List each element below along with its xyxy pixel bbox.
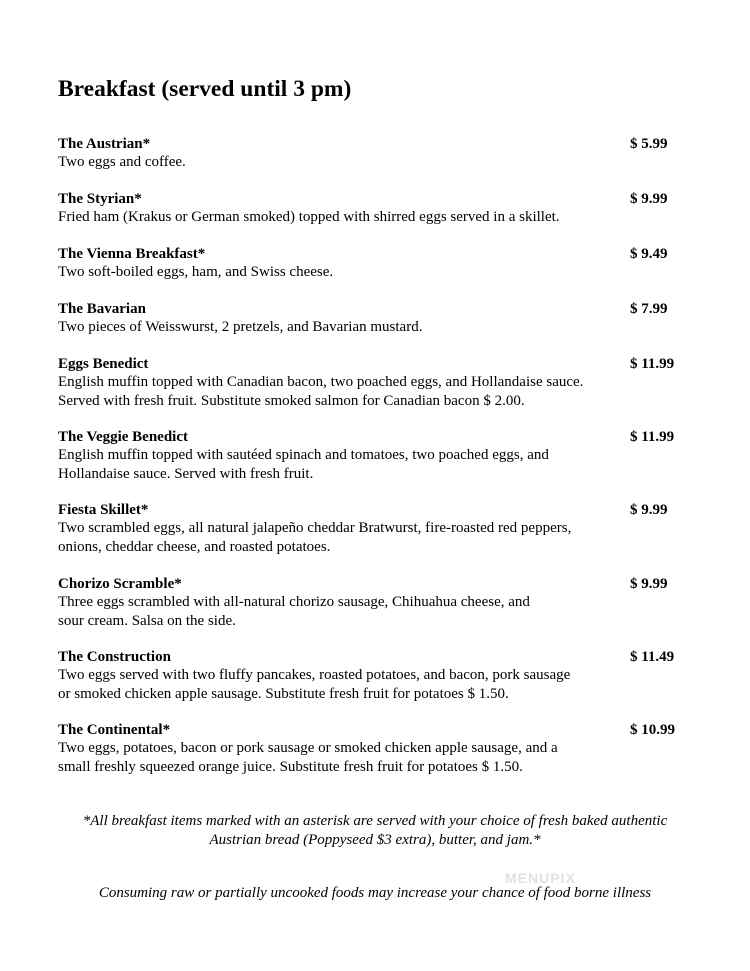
item-description: Fried ham (Krakus or German smoked) topped with shirred eggs served in a skillet. — [58, 209, 560, 225]
item-description: Two soft-boiled eggs, ham, and Swiss cheese. — [58, 264, 334, 280]
menu-item-continental — [58, 721, 698, 776]
item-description: Two eggs, potatoes, bacon or pork sausage or smoked chicken apple sausage, and a small freshly squeezed orange juice. Substitute fresh fruit for potatoes $ 1.50. — [58, 740, 558, 775]
menu-item-styrian — [58, 190, 698, 227]
item-description: Two eggs served with two fluffy pancakes, roasted potatoes, and bacon, pork sausage or smoked chicken apple sausage. Substitute fresh fruit for potatoes $ 1.50. — [58, 667, 571, 702]
item-description: Three eggs scrambled with all-natural chorizo sausage, Chihuahua cheese, and sour cream. Salsa on the side. — [58, 594, 530, 629]
item-description: Two eggs and coffee. — [58, 154, 186, 170]
item-price: $ 9.99 — [630, 502, 668, 518]
item-price: $ 11.99 — [630, 356, 675, 372]
item-price: $ 11.49 — [630, 649, 675, 665]
menu-item-bavarian — [58, 300, 698, 337]
menu-item-eggs-benedict — [58, 355, 698, 410]
item-price: $ 11.99 — [630, 429, 675, 445]
item-price: $ 9.49 — [630, 246, 668, 262]
item-name: The Veggie Benedict — [58, 429, 188, 445]
item-name: Eggs Benedict — [58, 356, 149, 372]
watermark: MENUPIX — [505, 870, 576, 886]
item-price: $ 9.99 — [630, 576, 668, 592]
item-name: Chorizo Scramble* — [58, 576, 182, 592]
item-name: The Styrian* — [58, 191, 142, 207]
page-title: Breakfast (served until 3 pm) — [58, 76, 352, 102]
asterisk-note: *All breakfast items marked with an asterisk are served with your choice of fresh baked authentic Austrian bread (Poppyseed $3 extra), butter, and jam.* — [82, 813, 668, 848]
item-description: English muffin topped with Canadian bacon, two poached eggs, and Hollandaise sauce. Served with fresh fruit. Substitute smoked salmon for Canadian bacon $ 2.00. — [58, 374, 584, 409]
item-name: The Bavarian — [58, 301, 146, 317]
item-name: Fiesta Skillet* — [58, 502, 149, 518]
item-name: The Austrian* — [58, 136, 151, 152]
item-name: The Continental* — [58, 722, 171, 738]
raw-food-warning: Consuming raw or partially uncooked foods may increase your chance of food borne illness — [98, 885, 652, 901]
item-name: The Construction — [58, 649, 171, 665]
menu-item-veggie-benedict — [58, 428, 698, 483]
item-price: $ 9.99 — [630, 191, 668, 207]
menu-item-fiesta-skillet — [58, 501, 698, 556]
item-description: Two scrambled eggs, all natural jalapeño cheddar Bratwurst, fire-roasted red peppers, onions, cheddar cheese, and roasted potatoes. — [58, 520, 572, 555]
menu-item-chorizo-scramble — [58, 575, 698, 630]
menu-item-austrian — [58, 135, 698, 172]
menu-item-vienna-breakfast — [58, 245, 698, 282]
item-description: English muffin topped with sautéed spinach and tomatoes, two poached eggs, and Hollandaise sauce. Served with fresh fruit. — [58, 447, 549, 482]
item-price: $ 5.99 — [630, 136, 668, 152]
item-price: $ 10.99 — [630, 722, 675, 738]
item-name: The Vienna Breakfast* — [58, 246, 206, 262]
item-description: Two pieces of Weisswurst, 2 pretzels, and Bavarian mustard. — [58, 319, 423, 335]
menu-item-construction — [58, 648, 698, 703]
item-price: $ 7.99 — [630, 301, 668, 317]
